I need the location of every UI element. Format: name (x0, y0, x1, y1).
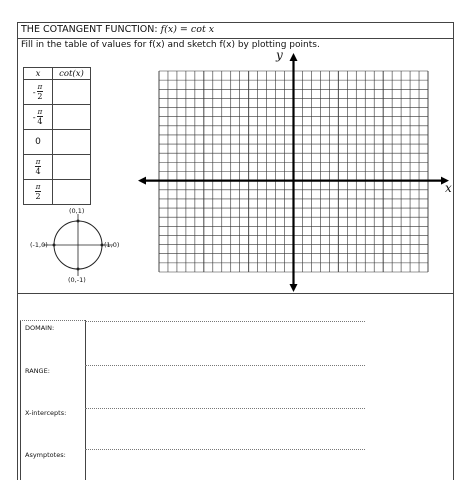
x-intercepts-label: X-intercepts: (25, 409, 67, 417)
fraction-denominator: 2 (35, 191, 41, 201)
domain-answer-line[interactable] (85, 321, 365, 322)
uc-label-bottom: (0,-1) (68, 276, 86, 284)
title-formula: f(x) = cot x (160, 24, 215, 35)
fraction-numerator: π (35, 157, 41, 166)
cot-header: cot(x) (53, 68, 91, 80)
y-axis-up-arrow (290, 53, 298, 61)
y-axis-label: y (276, 48, 283, 62)
fraction-denominator: 2 (37, 91, 43, 101)
range-answer-line[interactable] (85, 365, 365, 366)
fraction-denominator: 4 (35, 166, 41, 176)
negative-sign: - (32, 87, 36, 97)
uc-label-right: (1,0) (104, 241, 120, 249)
form-top-line (20, 320, 85, 321)
fraction-numerator: π (37, 107, 43, 116)
asymptotes-answer-line[interactable] (85, 449, 365, 450)
uc-label-left: (-1,0) (30, 241, 48, 249)
form-left-border (20, 320, 21, 480)
instruction-text: Fill in the table of values for f(x) and sketch f(x) by plotting points. (21, 40, 320, 50)
title-prefix: THE COTANGENT FUNCTION: (21, 24, 158, 35)
x-intercepts-answer-line[interactable] (85, 408, 365, 409)
negative-sign: - (32, 112, 36, 122)
section-divider (17, 293, 454, 294)
y-axis-down-arrow (290, 284, 298, 292)
x-value: 0 (35, 137, 41, 147)
asymptotes-label: Asymptotes: (25, 451, 66, 459)
form-divider (85, 320, 86, 480)
uc-label-top: (0,1) (69, 207, 85, 215)
fraction-denominator: 4 (37, 116, 43, 126)
x-header: x (24, 68, 53, 80)
x-axis-left-arrow (138, 177, 146, 185)
fraction-numerator: π (37, 82, 43, 91)
x-axis-label: x (445, 181, 452, 195)
domain-label: DOMAIN: (25, 324, 55, 332)
fraction-numerator: π (35, 182, 41, 191)
range-label: RANGE: (25, 367, 50, 375)
